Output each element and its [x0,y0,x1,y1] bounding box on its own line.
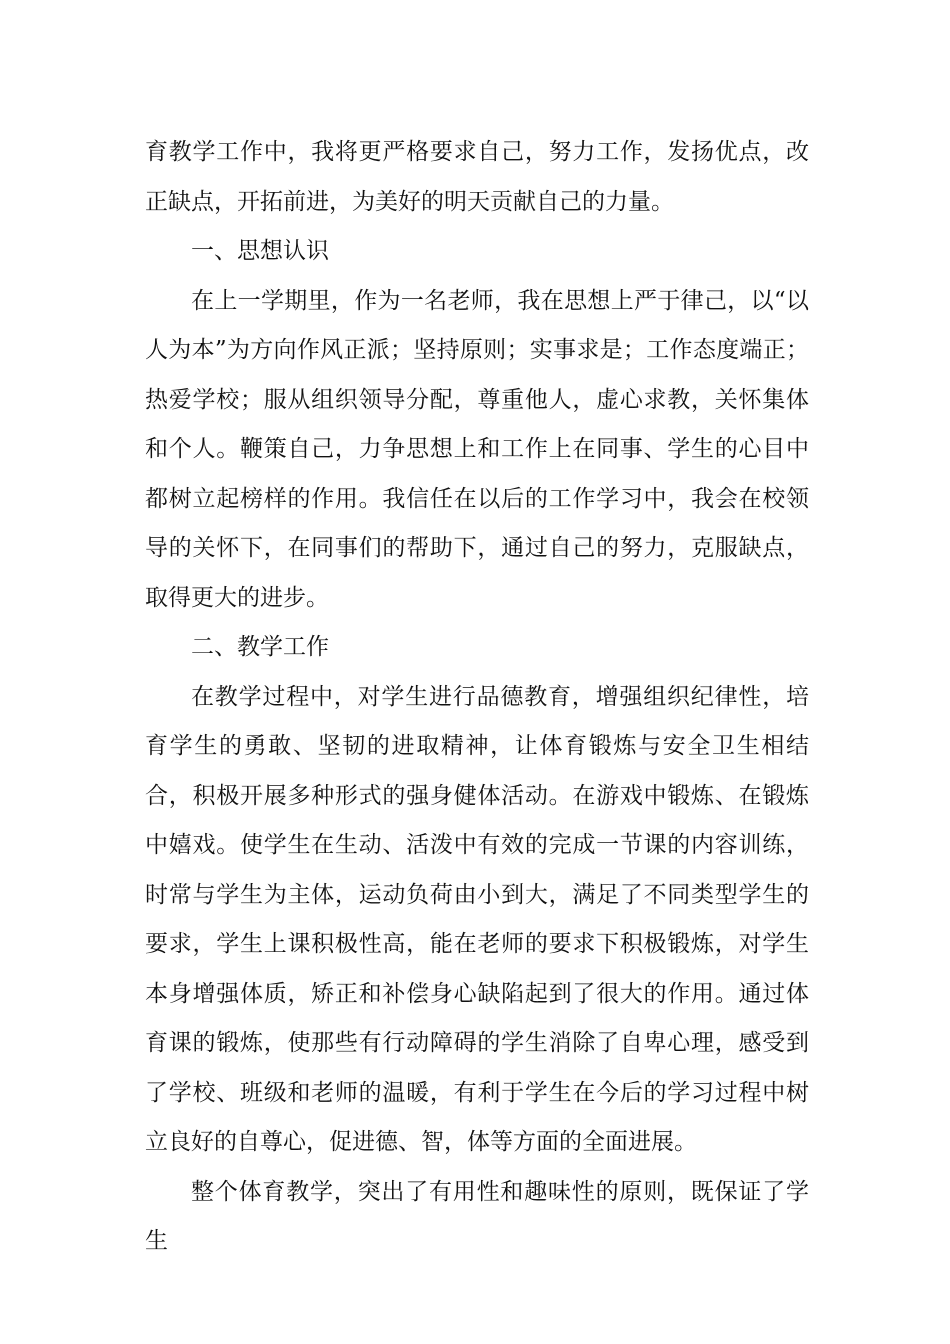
paragraph-teaching: 在教学过程中，对学生进行品德教育，增强组织纪律性，培育学生的勇敢、坚韧的进取精神，让体育锻炼与安全卫生相结合，积极开展多种形式的强身健体活动。在游戏中锻炼、在锻炼中嬉戏。使学生在生动、活泼中有效的完成一节课的内容训练，时常与学生为主体，运动负荷由小到大，满足了不同类型学生的要求，学生上课积极性高，能在老师的要求下积极锻炼，对学生本身增强体质，矫正和补偿身心缺陷起到了很大的作用。通过体育课的锻炼，使那些有行动障碍的学生消除了自卑心理，感受到了学校、班级和老师的温暖，有利于学生在今后的学习过程中树立良好的自尊心，促进德、智，体等方面的全面进展。 [145,683,809,1155]
section-heading-teaching: 二、教学工作 [191,634,329,660]
paragraph-ideology: 在上一学期里，作为一名老师，我在思想上严于律己，以“以人为本”为方向作风正派；坚持原则；实事求是；工作态度端正；热爱学校；服从组织领导分配，尊重他人，虚心求教，关怀集体和个人。鞭策自己，力争思想上和工作上在同事、学生的心目中都树立起榜样的作用。我信任在以后的工作学习中，我会在校领导的关怀下，在同事们的帮助下，通过自己的努力，克服缺点，取得更大的进步。 [145,287,809,611]
section-heading-ideology: 一、思想认识 [191,238,329,264]
document-body [145,128,809,1267]
paragraph-pe-teaching: 整个体育教学，突出了有用性和趣味性的原则，既保证了学生 [145,1178,809,1254]
paragraph-continuation: 育教学工作中，我将更严格要求自己，努力工作，发扬优点，改正缺点，开拓前进，为美好的明天贡献自己的力量。 [145,139,809,215]
